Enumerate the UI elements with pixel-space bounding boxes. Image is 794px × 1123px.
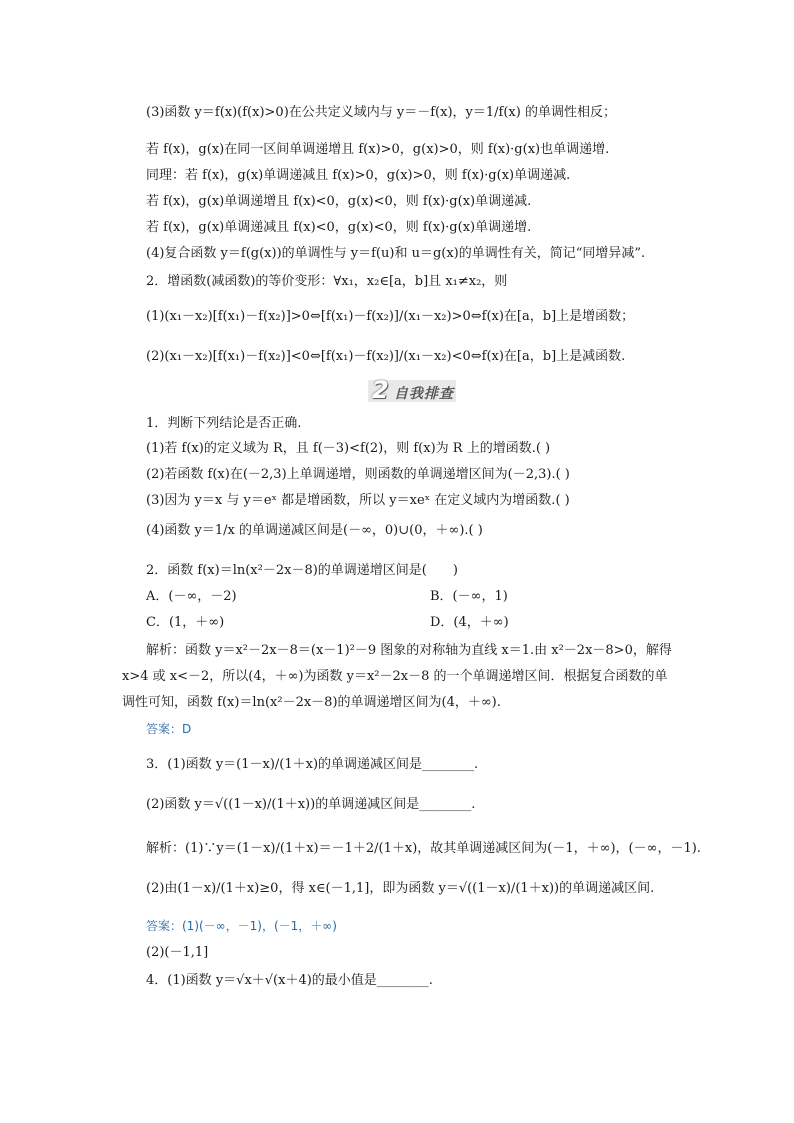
analysis-line: 解析：函数 y＝x²－2x－8＝(x－1)²－9 图象的对称轴为直线 x＝1.由 x²－2x－8>0，解得	[146, 643, 672, 658]
section-number: 2	[372, 376, 389, 404]
text-line: 同理：若 f(x)，g(x)单调递减且 f(x)>0，g(x)>0，则 f(x)·g(x)单调递减.	[146, 168, 571, 183]
question-1-item: (4)函数 y＝1/x 的单调递减区间是(－∞，0)∪(0，＋∞).( )	[146, 523, 483, 538]
question-1: 1．判断下列结论是否正确.	[146, 416, 302, 431]
answer-label: 答案：D	[146, 722, 192, 736]
question-4-line: 4．(1)函数 y＝√x＋√(x＋4)的最小值是________.	[146, 973, 433, 988]
section-header	[368, 376, 456, 404]
text-line: 2．增函数(减函数)的等价变形：∀x₁，x₂∈[a，b]且 x₁≠x₂，则	[146, 274, 508, 289]
question-2-stem: 2．函数 f(x)＝ln(x²－2x－8)的单调递增区间是( )	[146, 563, 458, 578]
option-c: C．(1，＋∞)	[146, 615, 225, 630]
text-line: (2)(x₁－x₂)[f(x₁)－f(x₂)]<0⇔[f(x₁)－f(x₂)]/(x₁－x₂)<0⇔f(x)在[a，b]上是减函数.	[146, 349, 626, 364]
text-line: (3)函数 y＝f(x)(f(x)>0)在公共定义域内与 y＝－f(x)，y＝1/f(x) 的单调性相反；	[146, 105, 616, 120]
analysis-line: 解析：(1)∵y＝(1－x)/(1＋x)＝－1＋2/(1＋x)，故其单调递减区间为(－1，＋∞)，(－∞，－1).	[146, 841, 701, 856]
question-1-item: (2)若函数 f(x)在(－2,3)上单调递增，则函数的单调递增区间为(－2,3).( )	[146, 467, 570, 482]
text-line: 若 f(x)，g(x)单调递增且 f(x)<0，g(x)<0，则 f(x)·g(x)单调递减.	[146, 194, 532, 209]
section-title: 自我排查	[394, 386, 454, 402]
question-1-item: (3)因为 y＝x 与 y＝eˣ 都是增函数，所以 y＝xeˣ 在定义域内为增函数.( )	[146, 493, 570, 508]
analysis-line: 调性可知，函数 f(x)＝ln(x²－2x－8)的单调递增区间为(4，＋∞).	[122, 695, 501, 710]
analysis-line: x>4 或 x<－2，所以(4，＋∞)为函数 y＝x²－2x－8 的一个单调递增区间．根据复合函数的单	[122, 669, 668, 684]
question-3-line: 3．(1)函数 y＝(1－x)/(1＋x)的单调递减区间是________.	[146, 757, 479, 772]
option-a: A．(－∞，－2)	[146, 589, 237, 604]
question-1-item: (1)若 f(x)的定义域为 R，且 f(－3)<f(2)，则 f(x)为 R 上的增函数.( )	[146, 441, 551, 456]
text-line: (4)复合函数 y＝f(g(x))的单调性与 y＝f(u)和 u＝g(x)的单调性有关，简记“同增异减”.	[146, 246, 646, 261]
option-d: D．(4，＋∞)	[430, 615, 509, 630]
analysis-line: (2)由(1－x)/(1＋x)≥0，得 x∈(－1,1]，即为函数 y＝√((1－x)/(1＋x))的单调递减区间.	[146, 881, 655, 896]
text-line: (1)(x₁－x₂)[f(x₁)－f(x₂)]>0⇔[f(x₁)－f(x₂)]/(x₁－x₂)>0⇔f(x)在[a，b]上是增函数；	[146, 309, 635, 324]
question-3-line: (2)函数 y＝√((1－x)/(1＋x))的单调递减区间是________.	[146, 797, 476, 812]
answer-line: (2)(－1,1]	[146, 945, 209, 960]
option-b: B．(－∞，1)	[430, 589, 508, 604]
text-line: 若 f(x)，g(x)单调递减且 f(x)<0，g(x)<0，则 f(x)·g(x)单调递增.	[146, 220, 532, 235]
answer-label: 答案：(1)(－∞，－1)，(－1，＋∞)	[146, 919, 337, 933]
text-line: 若 f(x)，g(x)在同一区间单调递增且 f(x)>0，g(x)>0，则 f(x)·g(x)也单调递增.	[146, 142, 610, 157]
